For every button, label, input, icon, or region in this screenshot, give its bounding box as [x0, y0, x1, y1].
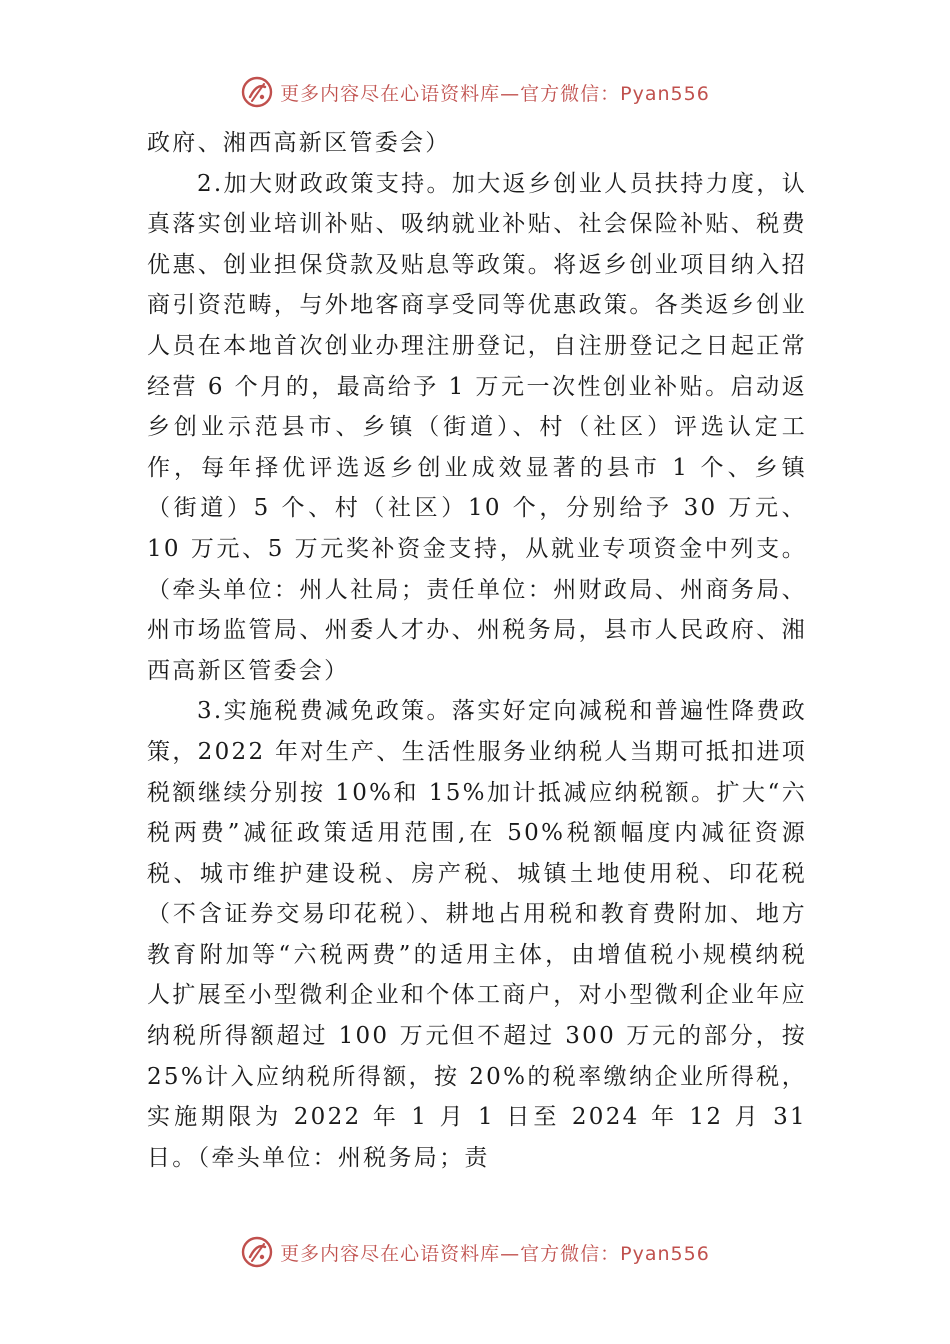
footer-banner: [0, 1232, 950, 1272]
logo-icon: [240, 1235, 274, 1269]
paragraph-continuation: 政府、湘西高新区管委会）: [147, 130, 451, 156]
header-banner: [0, 72, 950, 112]
header-banner-text: 更多内容尽在心语资料库—官方微信：Pyan556: [280, 82, 710, 105]
logo-icon: [240, 75, 274, 109]
document-body: [147, 123, 807, 1178]
paragraph-fiscal-policy: 2.加大财政政策支持。加大返乡创业人员扶持力度，认真落实创业培训补贴、吸纳就业补贴、社会保险补贴、税费优惠、创业担保贷款及贴息等政策。将返乡创业项目纳入招商引资范畴，与外地客商享受同等优惠政策。各类返乡创业人员在本地首次创业办理注册登记，自注册登记之日起正常经营 6 个月的，最高给予 1 万元一次性创业补贴。启动返乡创业示范县市、乡镇（街道）、村（社区）评选认定工作，每年择优评选返乡创业成效显著的县市 1 个、乡镇（街道）5 个、村（社区）10 个，分别给予 30 万元、10 万元、5 万元奖补资金支持，从就业专项资金中列支。（牵头单位：州人社局；责任单位：州财政局、州商务局、州市场监管局、州委人才办、州税务局，县市人民政府、湘西高新区管委会）: [147, 170, 807, 684]
footer-banner-text: 更多内容尽在心语资料库—官方微信：Pyan556: [280, 1242, 710, 1265]
paragraph-tax-reduction: 3.实施税费减免政策。落实好定向减税和普遍性降费政策，2022 年对生产、生活性服务业纳税人当期可抵扣进项税额继续分别按 10%和 15%加计抵减应纳税额。扩大“六税两费”减征政策适用范围,在 50%税额幅度内减征资源税、城市维护建设税、房产税、城镇土地使用税、印花税（不含证券交易印花税）、耕地占用税和教育费附加、地方教育附加等“六税两费”的适用主体，由增值税小规模纳税人扩展至小型微利企业和个体工商户，对小型微利企业年应纳税所得额超过 100 万元但不超过 300 万元的部分，按 25%计入应纳税所得额，按 20%的税率缴纳企业所得税，实施期限为 2022 年 1 月 1 日至 2024 年 12 月 31 日。（牵头单位：州税务局；责: [147, 698, 807, 1171]
